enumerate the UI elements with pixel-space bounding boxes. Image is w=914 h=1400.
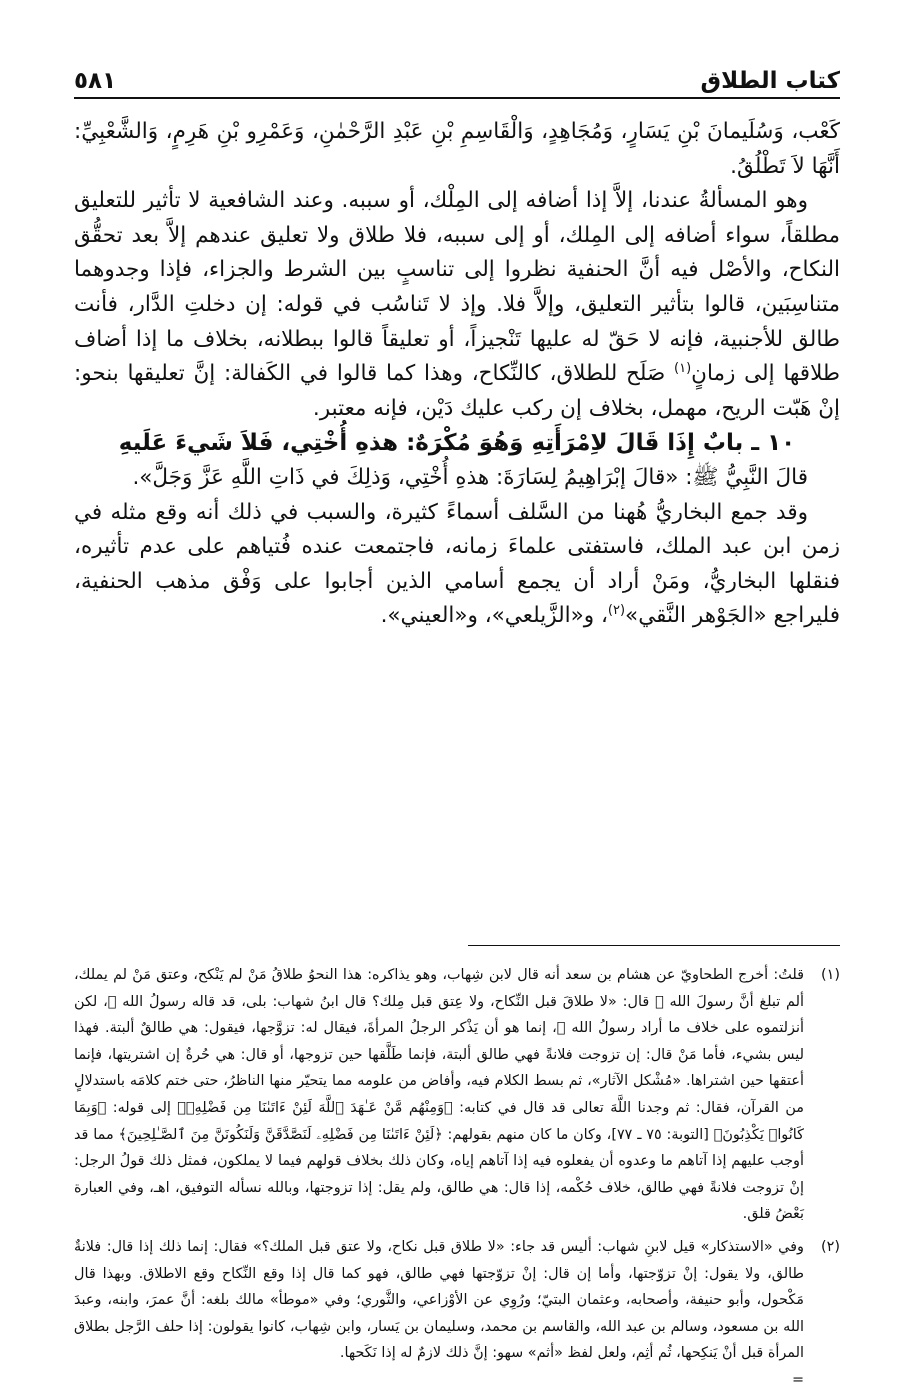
paragraph: كَعْب، وَسُلَيمانَ بْنِ يَسَارٍ، وَمُجَاهِدٍ، وَالْقَاسِمِ بْنِ عَبْدِ الرَّحْمٰنِ، وَعَمْرِو بْنِ هَرِمٍ، وَالشَّعْبِيِّ: أَنَّهَا لاَ تَطْلُقُ. bbox=[74, 119, 840, 179]
footnote-number: (١) bbox=[821, 967, 840, 983]
footnote-text bbox=[74, 1234, 804, 1394]
page-header bbox=[74, 58, 840, 94]
footnote-number: (٢) bbox=[821, 1238, 840, 1255]
paragraph-text: وهو المسألةُ عندنا، إلاَّ إذا أضافه إلى المِلْك، أو سببه. وعند الشافعية لا تأثير للتعليق مطلقاً، سواء أضافه إلى المِلك، أو إلى سببه، فلا طلاق ولا تعليق عندهم إلاَّ بعد تحقُّق النكاح، والأصْل فيه أنَّ الحنفية نظروا إلى تناسبٍ بين الشرط والجزاء، فإذا وجدوهما متناسِبَين، قالوا بتأثير التعليق، وإلاَّ فلا. وإذ لا تَناسُب في قوله: إن دخلتِ الدَّار، فأنت طالق للأجنبية، فإنه لا حَقّ له عليها تَنْجيزاً، أو تعليقاً قالوا ببطلانه، بخلاف ما إذا أضاف طلاقها إلى زمانٍ bbox=[74, 188, 841, 387]
page-number: ٥٨١ bbox=[74, 68, 117, 94]
paragraph bbox=[74, 496, 840, 634]
paragraph-text: ، و«الزَّيلعي»، و«العيني». bbox=[380, 603, 608, 629]
chapter-heading: ١٠ ـ بابٌ إِذَا قَالَ لاِمْرَأَتِهِ وَهُوَ مُكْرَهٌ: هذهِ أُخْتِي، فَلاَ شَيءَ عَلَيهِ bbox=[118, 430, 796, 457]
continuation-mark: = bbox=[791, 1371, 804, 1388]
footnote-body: وفي «الاستذكار» قيل لابنِ شهاب: أليس قد جاء: «لا طلاق قبل نكاح، ولا عتق قبل الملك؟» فقال: إنما ذلك إذا قال: فلانةٌ طالق، ولا يقول: إنْ تزوّجتها، وأما إن قال: إنْ تزوّجتها فهي طالق، فهو كما قال إذا وقع النِّكاح وقع الاطلاق. وبهذا قال مَكْحول، وأبو حنيفة، وأصحابه، وعثمان البتيّ؛ ورُوِي عن الأوْزاعي، والثَّوري؛ وفي «موطأ» مالك بلغه: أنَّ عمرَ، وابنه، وعبدَ الله بن مسعود، وسالم بن عبد الله، والقاسم بن محمد، وسليمان بن يَسار، وابن شِهاب، كانوا يقولون: إذا حلف الرَّجل بطلاق المرأة قبل أنْ يَنكِحها، ثُم أثِم، ولعل لفظ «أثم» سهو: إنَّ ذلك لازمٌ له إذا نَكَحها. bbox=[74, 1238, 804, 1362]
paragraph bbox=[74, 184, 840, 426]
footnote-body: قلتُ: أخرج الطحاويّ عن هشام بن سعد أنه قال لابن شِهاب، وهو يذاكره: هذا النحوُ طلاقُ مَنْ لم يَنْكح، وعتق مَنْ لم يملك، ألم تبلغ أنَّ رسولَ الله ﷺ قال: «لا طلاقَ قبل النِّكاح، ولا عِتق قبل مِلك؟ قال ابنُ شهاب: بلى، قد قاله رسولُ الله ﷺ، لكن أنزلتموه على خلاف ما أراد رسولُ الله ﷺ، إنما هو أن يَذْكر الرجلُ المرأةَ، فيقال له: تزوَّجها، فيقول: هي طالقٌ ألبتة. فهذا ليس بشيء، فأما مَنْ قال: إن تزوجت فلانةً فهي طالق ألبتة، فإنما طَلَّقها حين تزوجها، أو قال: هي حُرةٌ إن اشتريتها، فإنما أعتقها حين اشتراها. «مُشْكل الآثار»، ثم بسط الكلام فيه، وأفاض من علومه مما يتحيّر منها الناظرُ، حتى ختم كلامَه باستدلالٍ من القرآن، فقال: ثم وجدنا اللَّهَ تعالى قد قال في كتابه: ﴿وَمِنْهُم مَّنْ عَـٰهَدَ ٱللَّهَ لَئِنْ ءَاتَىٰنَا مِن فَضْلِهِۦ﴾ إلى قوله: ﴿وَبِمَا كَانُوا۟ يَكْذِبُونَ﴾ [التوبة: ٧٥ ـ ٧٧]، وكان ما كان منهم بقولهم: ﴿لَئِنْ ءَاتَىٰنَا مِن فَضْلِهِۦ لَنَصَّدَّقَنَّ وَلَنَكُونَنَّ مِنَ ٱلصَّـٰلِحِينَ﴾ مما قد أوجب عليهم إذا آتاهم ما وعدوه أن يفعلوه فيه إذا آتاهم إياه، وكان ذلك بخلاف قولهم فيما لا يملكون، فمثل ذلك قولُ الرجل: إنْ تزوجت فلانةً فهي طالق، خلاف حُكْمه، إذا قال: هي طالق، ولم يقل: إذا تزوجتها، وبالله نسأله التوفيق، اهـ، وفي العبارة بَعْضُ قلق. bbox=[74, 967, 804, 1223]
footnote bbox=[74, 962, 840, 1228]
footnote-text bbox=[74, 962, 804, 1228]
footnote-divider bbox=[468, 945, 840, 946]
footnotes bbox=[74, 962, 840, 1400]
paragraph-text: وقد جمع البخاريُّ هُهنا من السَّلف أسماءً كثيرة، والسبب في ذلك أنه وقع مثله في زمن ابن عبد الملك، فاستفتى علماءَ زمانه، فاجتمعت عنده فُتياهم على عدم تأثيره، فنقلها البخاريُّ، ومَنْ أراد أن يجمع أسامي الذين أجابوا على وَفْق مذهب الحنفية، فليراجع «الجَوْهر النَّقي» bbox=[74, 499, 840, 629]
footnote-reference[interactable]: (١) bbox=[674, 361, 692, 376]
header-divider bbox=[74, 97, 840, 99]
footnote-reference[interactable]: (٢) bbox=[607, 603, 626, 619]
footnote bbox=[74, 1234, 840, 1394]
main-text bbox=[74, 115, 840, 634]
hadith-text: قالَ النَّبِيُّ ﷺ: «قالَ إبْرَاهِيمُ لِسَارَةَ: هذهِ أُخْتِي، وَذلِكَ في ذَاتِ اللَّهِ عَزَّ وَجَلَّ». bbox=[132, 464, 808, 490]
running-title: كتاب الطلاق bbox=[700, 68, 840, 94]
paragraph-text: صَلَح للطلاق، كالنِّكاح، وهذا كما قالوا في الكَفالة: إنَّ تعليقها بنحو: إنْ هَبّت الريح، مهمل، بخلاف إن ركب عليك دَيْن، فإنه معتبر. bbox=[74, 361, 840, 421]
